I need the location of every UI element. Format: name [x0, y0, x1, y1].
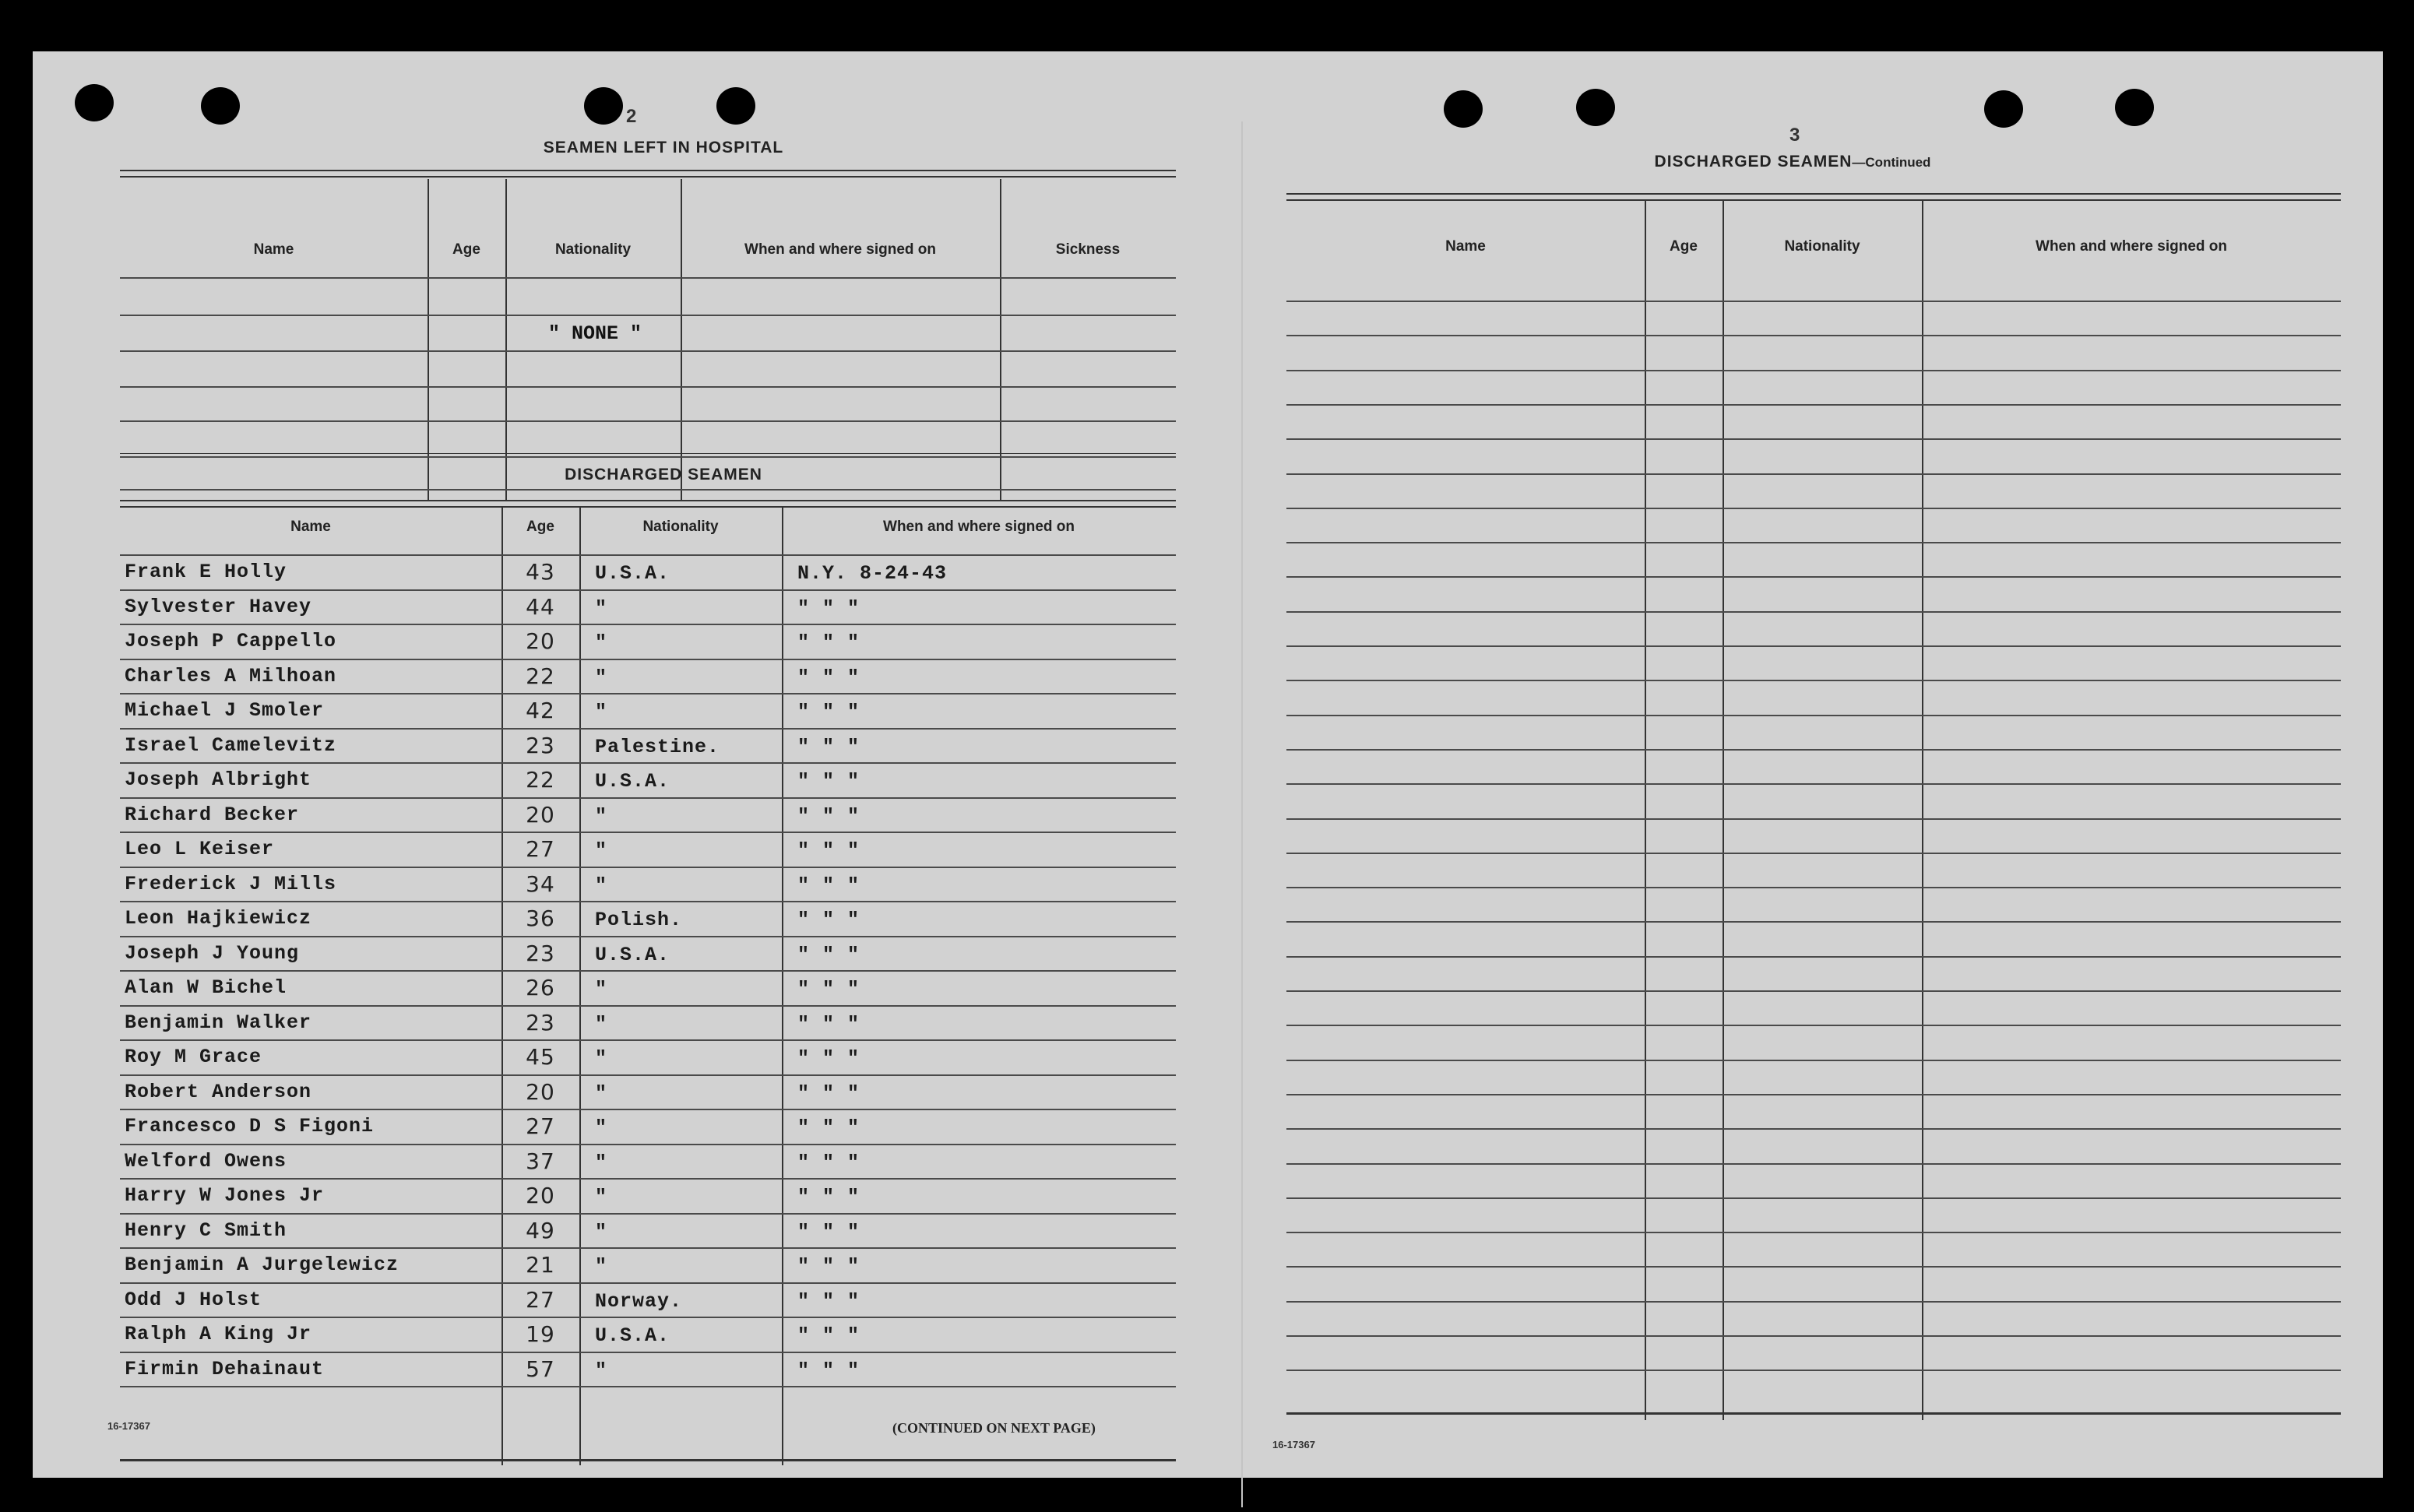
- seaman-signed-on: " " ": [797, 770, 860, 793]
- seaman-nationality: Polish.: [595, 909, 683, 931]
- seaman-nationality: ": [595, 1151, 608, 1174]
- seaman-age: 36: [526, 905, 555, 931]
- row-line: [120, 1386, 1176, 1387]
- seaman-signed-on: " " ": [797, 978, 860, 1000]
- row-line: [1286, 1025, 2341, 1026]
- seaman-signed-on: " " ": [797, 596, 860, 620]
- seaman-name: Richard Becker: [125, 803, 300, 826]
- row-line: [120, 1247, 1176, 1249]
- row-line: [1286, 611, 2341, 613]
- seaman-name: Michael J Smoler: [125, 699, 325, 722]
- row-line: [120, 589, 1176, 591]
- seaman-name: Odd J Holst: [125, 1288, 262, 1311]
- seaman-name: Frederick J Mills: [125, 872, 337, 895]
- row-line: [1286, 335, 2341, 336]
- hospital-section-title: SEAMEN LEFT IN HOSPITAL: [543, 139, 784, 156]
- seaman-signed-on: " " ": [797, 1255, 860, 1278]
- seaman-signed-on: " " ": [797, 666, 860, 689]
- discharged-section-title: DISCHARGED SEAMEN: [565, 466, 762, 483]
- row-line: [120, 1317, 1176, 1318]
- row-line: [120, 1352, 1176, 1353]
- seaman-age: 45: [526, 1044, 555, 1070]
- seaman-nationality: ": [595, 874, 608, 897]
- row-line: [120, 1144, 1176, 1145]
- row-line: [1286, 1197, 2341, 1199]
- column-divider: [579, 508, 581, 1465]
- row-line: [120, 1178, 1176, 1180]
- row-line: [1286, 887, 2341, 888]
- punch-hole: [2115, 89, 2154, 126]
- seaman-nationality: ": [595, 596, 608, 620]
- seaman-name: Henry C Smith: [125, 1218, 287, 1242]
- right-page-number: 3: [1789, 125, 1800, 146]
- seaman-signed-on: " " ": [797, 631, 860, 654]
- seaman-signed-on: " " ": [797, 1359, 860, 1382]
- seaman-age: 44: [526, 593, 555, 620]
- seaman-name: Firmin Dehainaut: [125, 1357, 325, 1380]
- punch-hole: [201, 87, 240, 125]
- seaman-nationality: ": [595, 1359, 608, 1382]
- hospital-title-rule: [120, 170, 1176, 178]
- row-line: [1286, 301, 2341, 302]
- right-title-rule: [1286, 193, 2341, 201]
- column-divider: [1922, 201, 1923, 1420]
- seaman-age: 27: [526, 836, 555, 862]
- seaman-nationality: ": [595, 1012, 608, 1036]
- row-line: [1286, 1060, 2341, 1061]
- discharged-table: [120, 508, 1176, 1465]
- seaman-age: 23: [526, 1009, 555, 1036]
- table-bottom-line: [120, 1459, 1176, 1461]
- seaman-signed-on: " " ": [797, 874, 860, 897]
- seaman-nationality: ": [595, 701, 608, 723]
- row-line: [120, 456, 1176, 458]
- row-line: [120, 970, 1176, 972]
- seaman-age: 57: [526, 1356, 555, 1382]
- row-line: [1286, 921, 2341, 923]
- seaman-nationality: ": [595, 1220, 608, 1243]
- row-line: [120, 832, 1176, 833]
- punch-hole: [1576, 89, 1615, 126]
- seaman-nationality: Palestine.: [595, 735, 720, 758]
- row-line: [1286, 438, 2341, 440]
- right-form-number: 16-17367: [1272, 1439, 1315, 1450]
- seaman-age: 23: [526, 940, 555, 966]
- seaman-age: 21: [526, 1252, 555, 1278]
- seaman-age: 43: [526, 559, 555, 585]
- hospital-header-signed-on: When and where signed on: [744, 241, 936, 258]
- right-header-age: Age: [1670, 238, 1698, 255]
- seaman-signed-on: N.Y. 8-24-43: [797, 562, 948, 585]
- seaman-name: Charles A Milhoan: [125, 664, 337, 687]
- row-line: [120, 1074, 1176, 1076]
- row-line: [1286, 749, 2341, 751]
- discharged-header-age: Age: [526, 519, 554, 535]
- discharged-header-rule: [120, 500, 1176, 508]
- seaman-nationality: ": [595, 1047, 608, 1070]
- right-section-title: [1520, 153, 2065, 171]
- punch-hole: [1984, 90, 2023, 128]
- seaman-signed-on: " " ": [797, 1220, 860, 1243]
- row-line: [1286, 715, 2341, 716]
- seaman-signed-on: " " ": [797, 735, 860, 758]
- seaman-signed-on: " " ": [797, 1186, 860, 1208]
- seaman-signed-on: " " ": [797, 1116, 860, 1139]
- seaman-age: 37: [526, 1148, 555, 1174]
- seaman-signed-on: " " ": [797, 1151, 860, 1174]
- seaman-signed-on: " " ": [797, 909, 860, 931]
- seaman-name: Joseph Albright: [125, 768, 312, 791]
- row-line: [120, 315, 1176, 316]
- punch-hole: [75, 84, 114, 121]
- seaman-name: Leo L Keiser: [125, 838, 275, 860]
- discharged-title-rule: [120, 453, 1176, 454]
- row-line: [1286, 645, 2341, 647]
- seaman-name: Welford Owens: [125, 1149, 287, 1173]
- seaman-age: 22: [526, 663, 555, 689]
- seaman-name: Benjamin Walker: [125, 1011, 312, 1034]
- seaman-age: 20: [526, 801, 555, 828]
- row-line: [120, 350, 1176, 352]
- row-line: [1286, 990, 2341, 992]
- seaman-age: 20: [526, 1078, 555, 1105]
- seaman-signed-on: " " ": [797, 1081, 860, 1105]
- row-line: [120, 1039, 1176, 1041]
- seaman-age: 20: [526, 1183, 555, 1208]
- row-line: [120, 420, 1176, 422]
- seaman-nationality: ": [595, 804, 608, 828]
- row-line: [1286, 1370, 2341, 1371]
- hospital-header-age: Age: [452, 241, 480, 258]
- row-line: [1286, 818, 2341, 820]
- seaman-nationality: ": [595, 631, 608, 654]
- row-line: [120, 728, 1176, 730]
- right-header-signed-on: When and where signed on: [2036, 238, 2227, 255]
- seaman-name: Harry W Jones Jr: [125, 1184, 325, 1207]
- seaman-nationality: U.S.A.: [595, 943, 670, 966]
- header-bottom-line: [120, 554, 1176, 556]
- row-line: [1286, 783, 2341, 785]
- row-line: [1286, 956, 2341, 958]
- row-line: [1286, 853, 2341, 854]
- row-line: [120, 762, 1176, 764]
- seaman-name: Ralph A King Jr: [125, 1323, 312, 1345]
- seaman-name: Joseph P Cappello: [125, 630, 337, 652]
- hospital-header-nationality: Nationality: [554, 241, 632, 258]
- seaman-name: Sylvester Havey: [125, 595, 312, 618]
- seaman-name: Alan W Bichel: [125, 976, 287, 999]
- seaman-nationality: U.S.A.: [595, 770, 670, 793]
- seaman-age: 27: [526, 1113, 555, 1139]
- seaman-signed-on: " " ": [797, 1289, 860, 1313]
- seaman-nationality: U.S.A.: [595, 1324, 670, 1347]
- right-title-suffix: —Continued: [1852, 155, 1931, 170]
- seaman-name: Francesco D S Figoni: [125, 1115, 375, 1138]
- seaman-name: Israel Camelevitz: [125, 733, 337, 757]
- row-line: [120, 1005, 1176, 1007]
- row-line: [120, 936, 1176, 937]
- seaman-signed-on: " " ": [797, 701, 860, 723]
- seaman-age: 49: [526, 1217, 555, 1243]
- seaman-nationality: Norway.: [595, 1289, 683, 1313]
- row-line: [1286, 576, 2341, 578]
- row-line: [1286, 1128, 2341, 1130]
- seaman-age: 34: [526, 870, 555, 897]
- seaman-age: 42: [526, 698, 555, 723]
- seaman-nationality: ": [595, 1255, 608, 1278]
- row-line: [1286, 473, 2341, 475]
- seaman-age: 20: [526, 628, 555, 654]
- seaman-signed-on: " " ": [797, 804, 860, 828]
- column-divider: [1723, 201, 1724, 1420]
- row-line: [120, 1213, 1176, 1215]
- row-line: [120, 1109, 1176, 1110]
- hospital-header-sickness: Sickness: [1055, 241, 1121, 258]
- punch-hole: [584, 87, 623, 125]
- seaman-nationality: ": [595, 839, 608, 862]
- seaman-age: 19: [526, 1321, 555, 1347]
- seaman-signed-on: " " ": [797, 1047, 860, 1070]
- row-line: [1286, 1301, 2341, 1303]
- right-title-text: DISCHARGED SEAMEN: [1654, 153, 1853, 171]
- seaman-signed-on: " " ": [797, 943, 860, 966]
- row-line: [1286, 1266, 2341, 1268]
- row-line: [120, 901, 1176, 902]
- right-header-nationality: Nationality: [1784, 238, 1860, 255]
- row-line: [120, 659, 1176, 660]
- seaman-age: 26: [526, 975, 555, 1000]
- seaman-age: 27: [526, 1286, 555, 1313]
- discharged-header-name: Name: [290, 519, 331, 535]
- seaman-age: 22: [526, 767, 555, 793]
- seaman-nationality: U.S.A.: [595, 562, 670, 585]
- row-line: [1286, 508, 2341, 509]
- seaman-name: Roy M Grace: [125, 1046, 262, 1068]
- row-line: [1286, 404, 2341, 406]
- row-line: [120, 693, 1176, 694]
- row-line: [1286, 1335, 2341, 1337]
- seaman-signed-on: " " ": [797, 1324, 860, 1347]
- page-fold: [1241, 121, 1243, 1507]
- right-header-name: Name: [1445, 238, 1486, 255]
- column-divider: [782, 508, 783, 1465]
- ledger-sheet: [33, 51, 2383, 1478]
- row-line: [1286, 1163, 2341, 1165]
- seaman-signed-on: " " ": [797, 1012, 860, 1036]
- seaman-nationality: ": [595, 1081, 608, 1105]
- seaman-age: 23: [526, 732, 555, 758]
- left-page-number: 2: [626, 106, 637, 127]
- seaman-name: Leon Hajkiewicz: [125, 907, 312, 930]
- table-bottom-line: [1286, 1412, 2341, 1415]
- row-line: [120, 277, 1176, 279]
- discharged-header-nationality: Nationality: [642, 519, 719, 535]
- row-line: [1286, 1232, 2341, 1233]
- row-line: [120, 1282, 1176, 1284]
- right-table: [1286, 201, 2341, 1420]
- seaman-nationality: ": [595, 1186, 608, 1208]
- seaman-nationality: ": [595, 1116, 608, 1139]
- punch-hole: [716, 87, 755, 125]
- seaman-name: Benjamin A Jurgelewicz: [125, 1254, 399, 1276]
- row-line: [120, 797, 1176, 799]
- seaman-name: Frank E Holly: [125, 561, 287, 583]
- row-line: [120, 624, 1176, 625]
- column-divider: [1645, 201, 1646, 1420]
- seaman-name: Robert Anderson: [125, 1080, 312, 1103]
- seaman-name: Joseph J Young: [125, 941, 300, 965]
- row-line: [1286, 542, 2341, 543]
- punch-hole: [1444, 90, 1483, 128]
- row-line: [120, 489, 1176, 491]
- seaman-nationality: ": [595, 978, 608, 1000]
- row-line: [120, 867, 1176, 868]
- continued-note: (CONTINUED ON NEXT PAGE): [892, 1420, 1096, 1436]
- row-line: [1286, 370, 2341, 371]
- left-form-number: 16-17367: [107, 1420, 150, 1432]
- none-stamp: " NONE ": [548, 322, 642, 345]
- row-line: [1286, 1094, 2341, 1095]
- row-line: [1286, 680, 2341, 681]
- seaman-signed-on: " " ": [797, 839, 860, 862]
- row-line: [120, 386, 1176, 388]
- seaman-nationality: ": [595, 666, 608, 689]
- hospital-header-name: Name: [253, 241, 294, 258]
- discharged-header-signed-on: When and where signed on: [883, 519, 1075, 535]
